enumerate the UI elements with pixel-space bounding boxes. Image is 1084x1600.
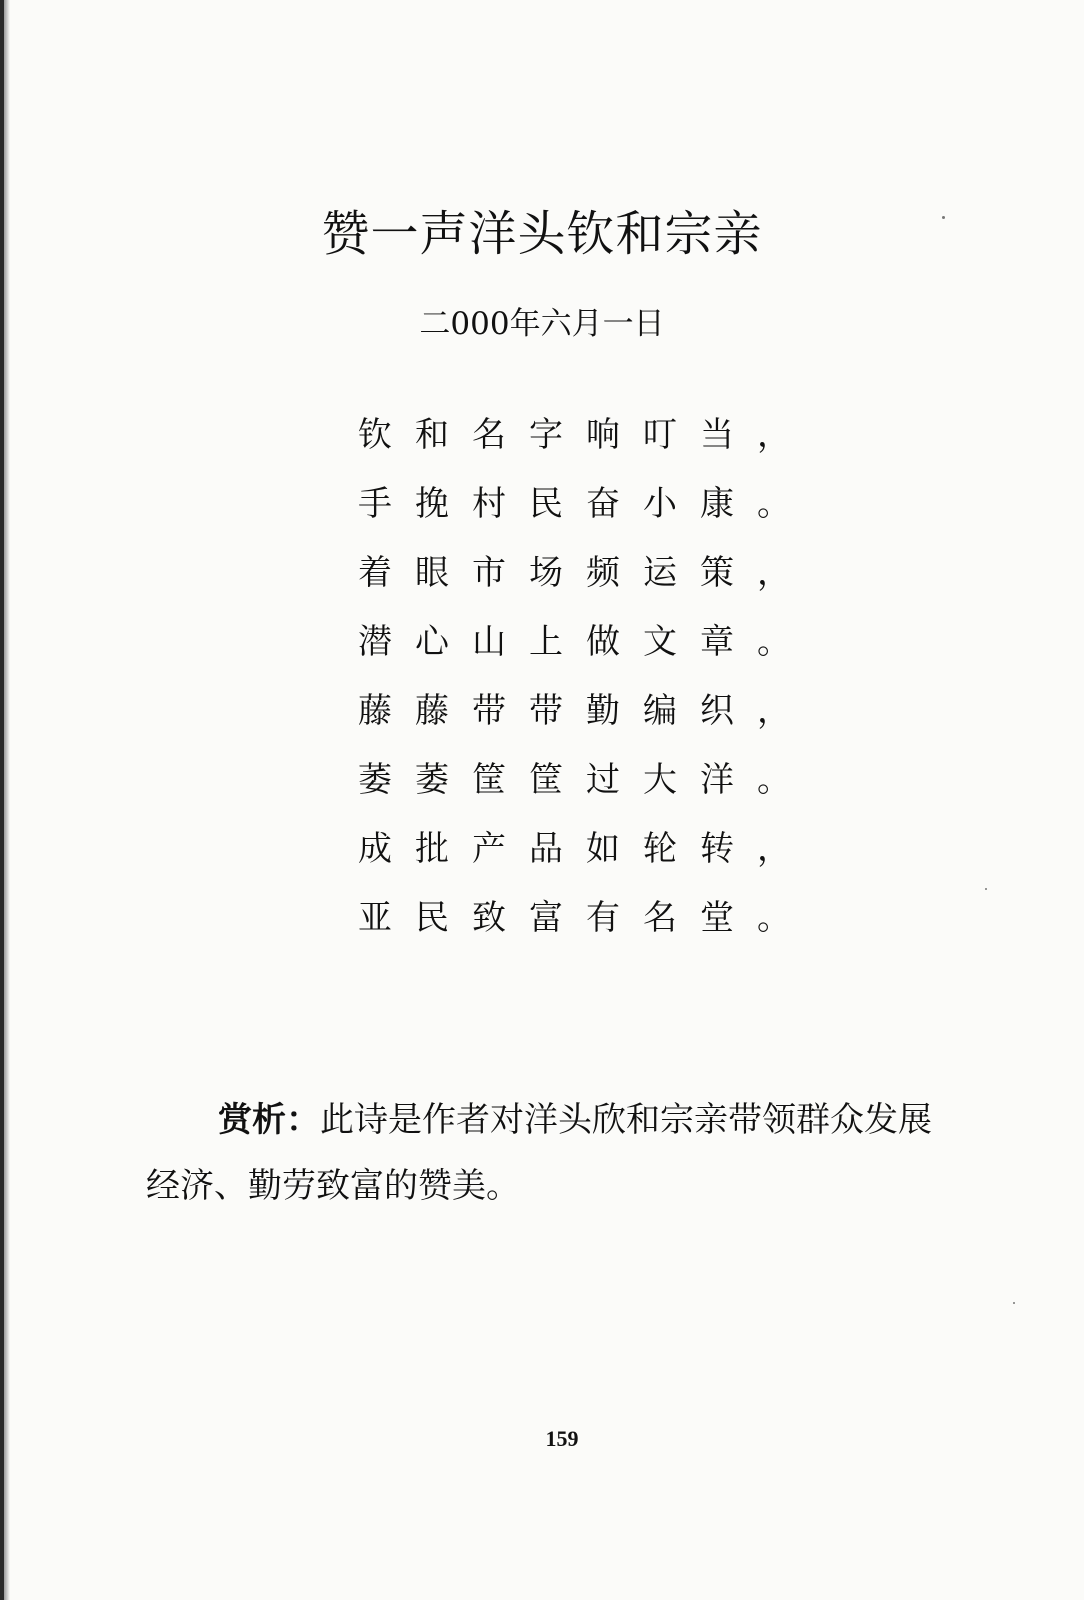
poem-line: 钦和名字响叮当，	[358, 415, 814, 455]
appreciation-paragraph	[146, 1087, 946, 1219]
poem-line: 藤藤带带勤编织，	[358, 691, 814, 731]
appreciation-text: 此诗是作者对洋头欣和宗亲带领群众发展经济、勤劳致富的赞美。	[146, 1100, 932, 1206]
page-number: 159	[545, 1426, 579, 1451]
poem-line: 成批产品如轮转，	[358, 829, 814, 869]
poem-body	[358, 409, 814, 961]
poem-line: 亚民致富有名堂。	[358, 898, 814, 938]
poem-title: 赞一声洋头钦和宗亲	[321, 206, 763, 262]
poem-line: 潜心山上做文章。	[358, 622, 814, 662]
scan-speck	[1013, 1302, 1015, 1304]
poem-line: 萎萎筐筐过大洋。	[358, 760, 814, 800]
poem-date: 二000年六月一日	[419, 306, 665, 342]
scan-speck	[985, 888, 987, 890]
poem-line: 着眼市场频运策，	[358, 553, 814, 593]
poem-line: 手挽村民奋小康。	[358, 484, 814, 524]
appreciation-label: 赏析：	[218, 1100, 320, 1140]
